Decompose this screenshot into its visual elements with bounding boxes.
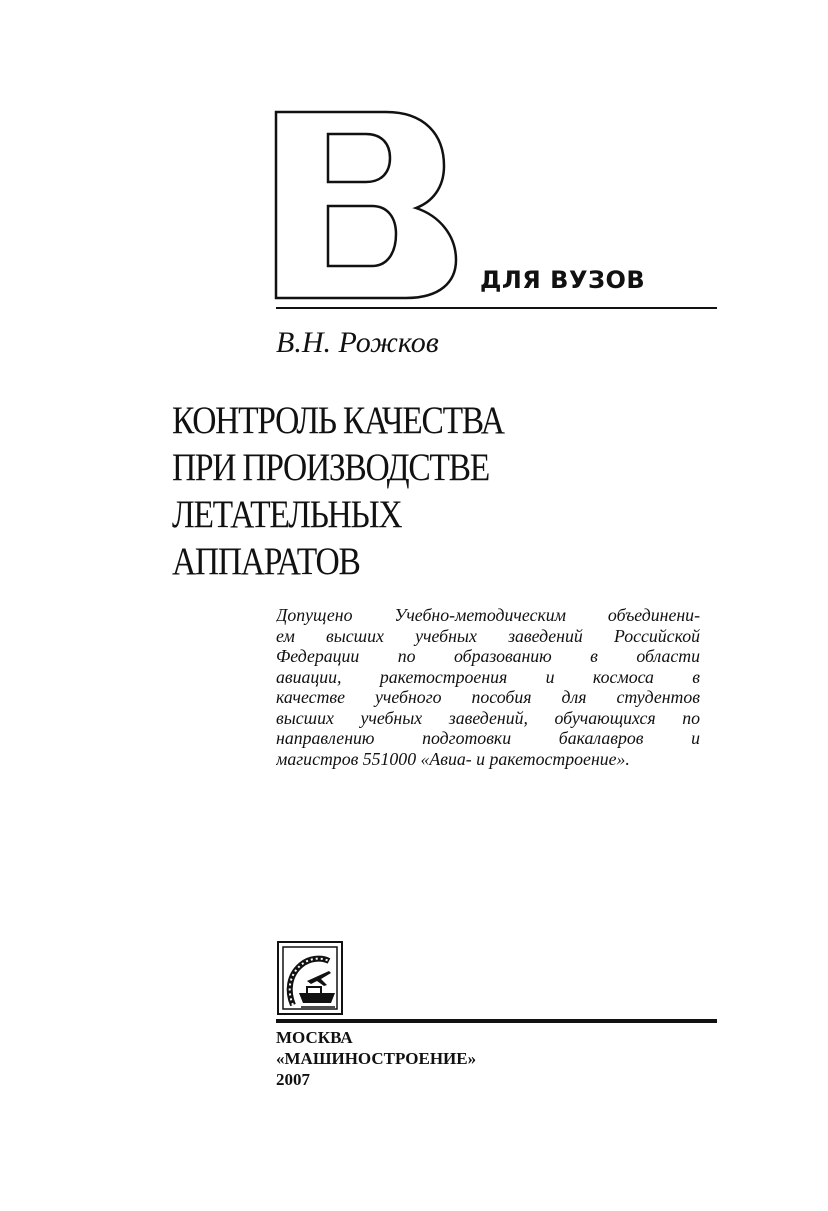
book-title [172,397,504,585]
imprint-year: 2007 [276,1070,310,1089]
title-line: ЛЕТАТЕЛЬНЫХ [172,493,402,536]
title-line: КОНТРОЛЬ КАЧЕСТВА [172,399,504,442]
author-name: В.Н. Рожков [276,326,439,359]
series-label: ДЛЯ ВУЗОВ [480,266,646,294]
approval-line: высших учебных заведений, обучающихся по [276,707,700,728]
approval-line: направлению подготовки бакалавров и [276,728,700,748]
mashinostroenie-publisher-logo [277,941,343,1015]
title-line: ПРИ ПРОИЗВОДСТВЕ [172,446,489,489]
approval-line: Федерации по образованию в области [276,646,700,666]
approval-line: ем высших учебных заведений Российской [276,625,700,646]
title-line: АППАРАТОВ [172,540,360,583]
imprint-publisher: «МАШИНОСТРОЕНИЕ» [276,1049,477,1068]
series-letter-v-logo [274,110,458,300]
approval-line: магистров 551000 «Авиа- и ракетостроение». [276,748,630,769]
approval-line: качестве учебного пособия для студентов [276,687,700,707]
approval-line: Допущено Учебно-методическим объединени- [276,605,700,625]
approval-line: авиации, ракетостроения и космоса в [276,666,700,687]
approval-statement [276,605,700,769]
imprint-city: МОСКВА [276,1028,353,1047]
top-divider [276,307,717,309]
bottom-divider [276,1019,717,1023]
imprint [276,1027,476,1090]
